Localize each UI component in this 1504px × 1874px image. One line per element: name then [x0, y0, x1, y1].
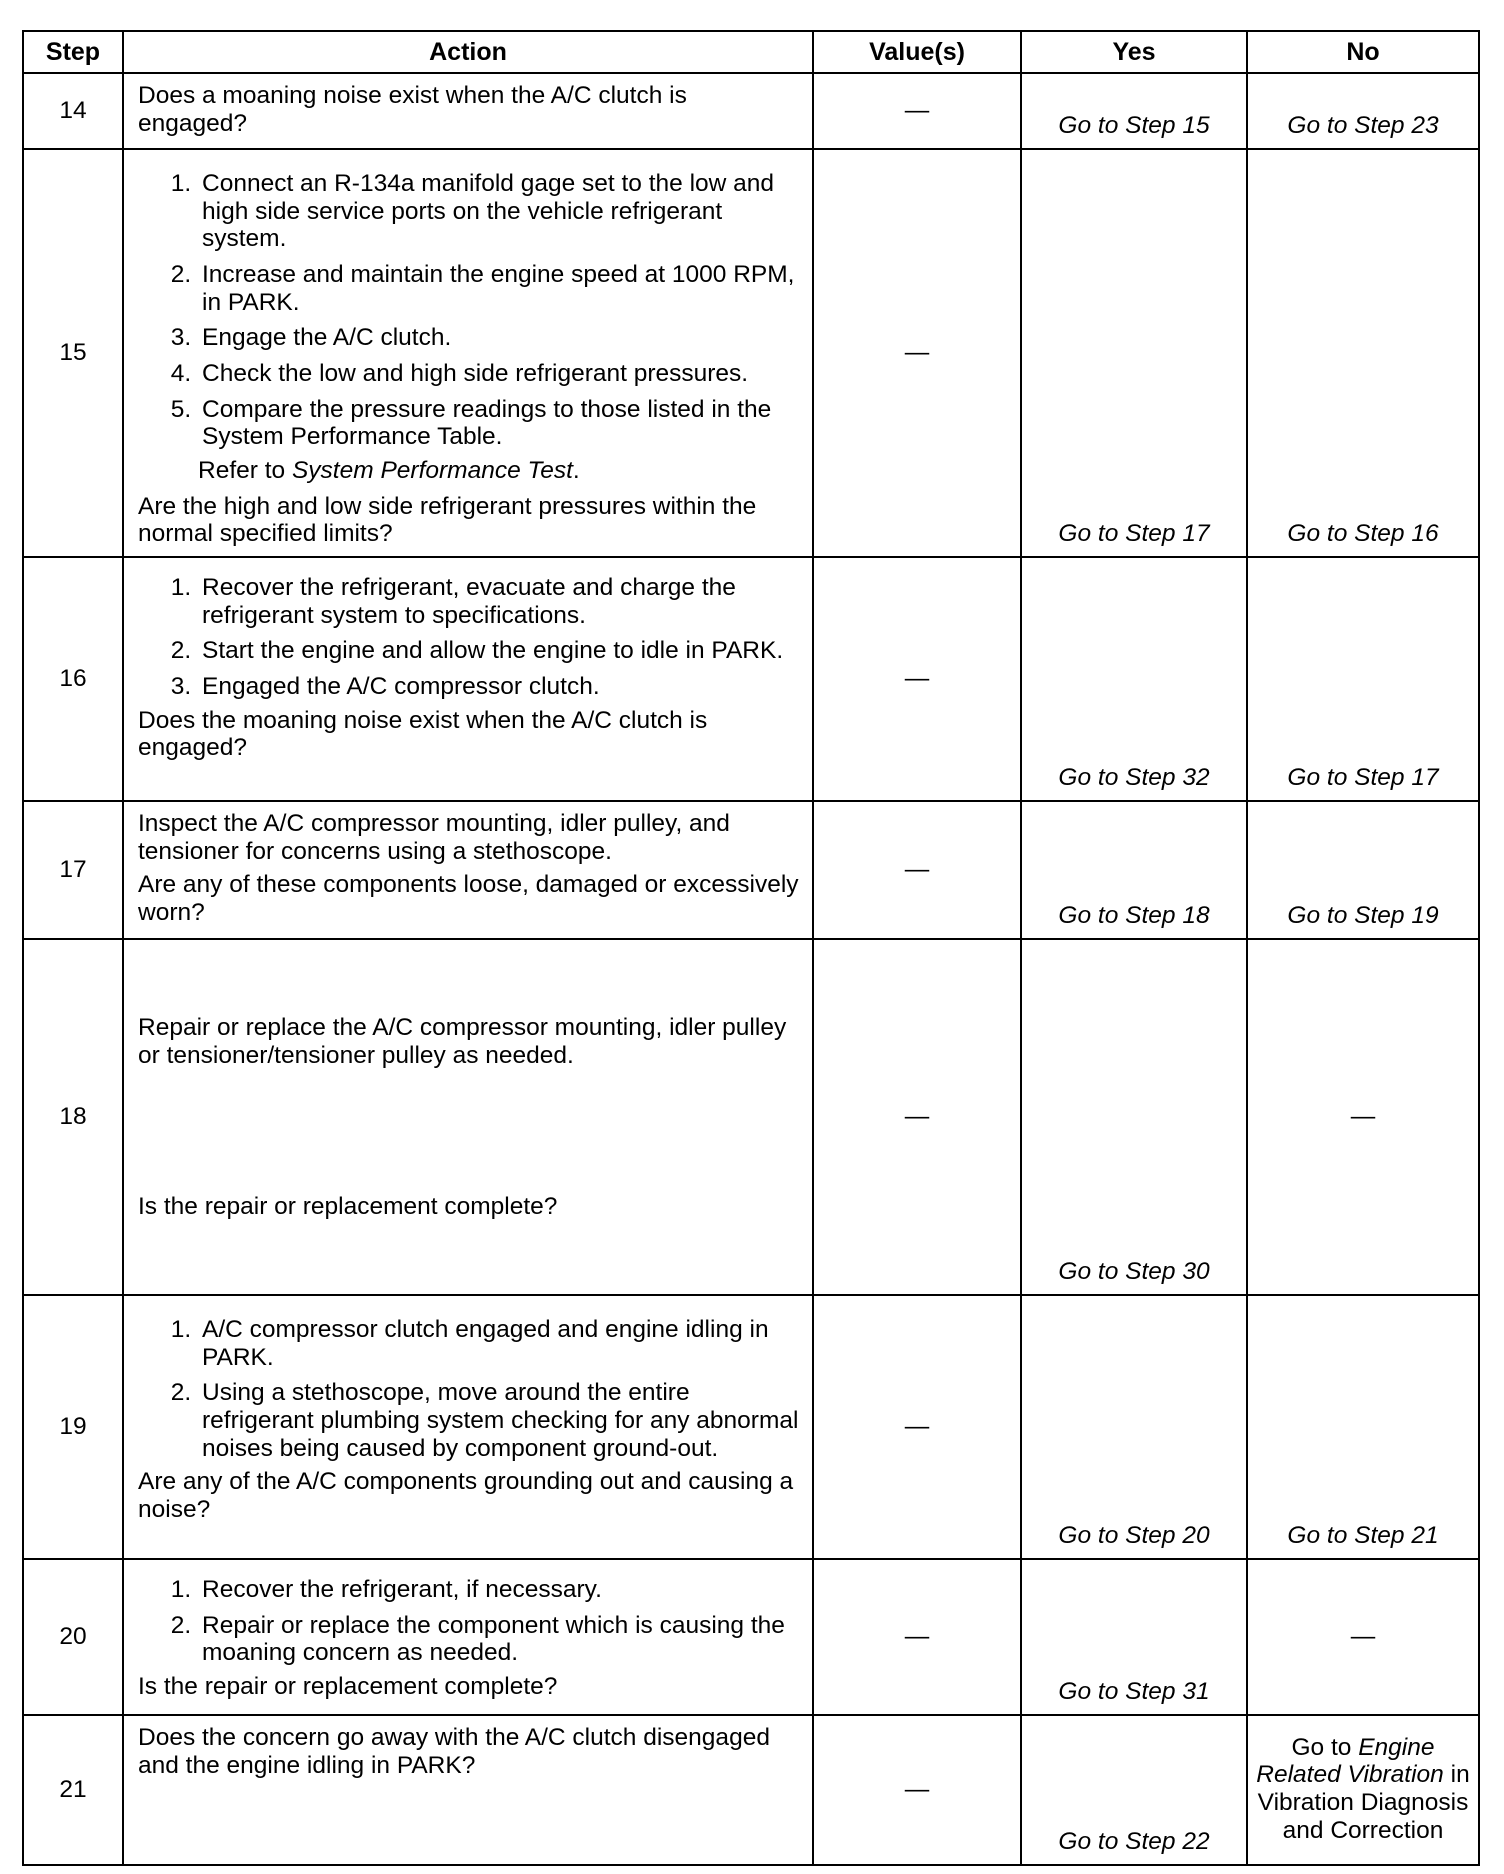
no-cell: Go to Step 23	[1247, 73, 1479, 149]
procedure-step: 3. Engaged the A/C compressor clutch.	[198, 673, 802, 701]
value-cell: —	[813, 1559, 1021, 1715]
header-yes: Yes	[1021, 31, 1247, 73]
value-cell: —	[813, 557, 1021, 801]
action-cell	[123, 1295, 813, 1559]
action-cell	[123, 1715, 813, 1865]
no-cell	[1247, 1715, 1479, 1865]
procedure-step: 2. Using a stethoscope, move around the entire refrigerant plumbing system checking for any abnormal noises being caused by component ground-out.	[198, 1379, 802, 1462]
header-row	[23, 31, 1479, 73]
no-prefix: Go to	[1291, 1733, 1359, 1761]
table-row	[23, 1715, 1479, 1865]
header-action: Action	[123, 31, 813, 73]
question-text: Does the moaning noise exist when the A/C clutch is engaged?	[138, 706, 708, 762]
procedure-step: 1. Recover the refrigerant, evacuate and charge the refrigerant system to specifications.	[198, 574, 802, 629]
procedure-list	[138, 170, 802, 451]
step-number: 20	[23, 1559, 123, 1715]
step-number: 18	[23, 939, 123, 1295]
no-cell: —	[1247, 1559, 1479, 1715]
procedure-step: 3. Engage the A/C clutch.	[198, 324, 802, 352]
question-text: Does the concern go away with the A/C clutch disengaged and the engine idling in PARK?	[138, 1724, 770, 1779]
table-row	[23, 1559, 1479, 1715]
table-row	[23, 73, 1479, 149]
yes-cell: Go to Step 17	[1021, 149, 1247, 557]
step-number: 14	[23, 73, 123, 149]
action-cell	[123, 801, 813, 939]
diagnostic-table	[22, 30, 1480, 1866]
table-row	[23, 939, 1479, 1295]
value-cell: —	[813, 1715, 1021, 1865]
yes-cell: Go to Step 20	[1021, 1295, 1247, 1559]
question-text: Is the repair or replacement complete?	[138, 1673, 558, 1701]
value-cell: —	[813, 73, 1021, 149]
procedure-step: 2. Increase and maintain the engine speed at 1000 RPM, in PARK.	[198, 261, 802, 316]
no-cell-reference	[1252, 1734, 1474, 1845]
step-number: 17	[23, 801, 123, 939]
question-text: Are any of these components loose, damaged or excessively worn?	[138, 871, 799, 927]
yes-cell: Go to Step 18	[1021, 801, 1247, 939]
header-values: Value(s)	[813, 31, 1021, 73]
no-cell: —	[1247, 939, 1479, 1295]
refer-suffix: .	[572, 457, 580, 485]
procedure-step: 1. Recover the refrigerant, if necessary.	[198, 1576, 802, 1604]
no-cell: Go to Step 21	[1247, 1295, 1479, 1559]
procedure-step: 1. Connect an R-134a manifold gage set to the low and high side service ports on the vehicle refrigerant system.	[198, 170, 802, 253]
procedure-step: 5. Compare the pressure readings to those listed in the System Performance Table.	[198, 396, 802, 451]
table-row	[23, 1295, 1479, 1559]
procedure-step: 4. Check the low and high side refrigerant pressures.	[198, 360, 802, 388]
yes-cell: Go to Step 22	[1021, 1715, 1247, 1865]
table-row	[23, 149, 1479, 557]
yes-cell: Go to Step 32	[1021, 557, 1247, 801]
yes-cell: Go to Step 31	[1021, 1559, 1247, 1715]
refer-prefix: Refer to	[198, 457, 292, 485]
yes-cell: Go to Step 30	[1021, 939, 1247, 1295]
action-cell	[123, 939, 813, 1295]
step-number: 21	[23, 1715, 123, 1865]
value-cell: —	[813, 1295, 1021, 1559]
instruction-text: Inspect the A/C compressor mounting, idler pulley, and tensioner for concerns using a stethoscope.	[138, 810, 730, 865]
header-step: Step	[23, 31, 123, 73]
yes-cell: Go to Step 15	[1021, 73, 1247, 149]
action-cell	[123, 73, 813, 149]
question-text: Is the repair or replacement complete?	[138, 1193, 558, 1221]
procedure-step: 2. Start the engine and allow the engine to idle in PARK.	[198, 637, 802, 665]
refer-note	[198, 457, 802, 485]
action-cell	[123, 1559, 813, 1715]
action-cell	[123, 149, 813, 557]
question-text: Are the high and low side refrigerant pressures within the normal specified limits?	[138, 492, 757, 548]
value-cell: —	[813, 149, 1021, 557]
no-cell: Go to Step 19	[1247, 801, 1479, 939]
instruction-text: Repair or replace the A/C compressor mounting, idler pulley or tensioner/tensioner pulley as needed.	[138, 1014, 787, 1069]
procedure-list	[138, 1316, 802, 1462]
engine-vibration-link[interactable]: Engine Related Vibration	[1256, 1733, 1444, 1789]
refer-link[interactable]: System Performance Test	[291, 457, 573, 485]
step-number: 15	[23, 149, 123, 557]
procedure-step: 2. Repair or replace the component which is causing the moaning concern as needed.	[198, 1612, 802, 1667]
table-row	[23, 801, 1479, 939]
question-text: Are any of the A/C components grounding out and causing a noise?	[138, 1468, 794, 1524]
procedure-list	[138, 574, 802, 701]
no-cell: Go to Step 16	[1247, 149, 1479, 557]
no-cell: Go to Step 17	[1247, 557, 1479, 801]
action-cell	[123, 557, 813, 801]
no-suffix: in Vibration Diagnosis and Correction	[1257, 1761, 1470, 1844]
question-text: Does a moaning noise exist when the A/C clutch is engaged?	[138, 82, 687, 137]
step-number: 16	[23, 557, 123, 801]
procedure-step: 1. A/C compressor clutch engaged and engine idling in PARK.	[198, 1316, 802, 1371]
header-no: No	[1247, 31, 1479, 73]
table-row	[23, 557, 1479, 801]
step-number: 19	[23, 1295, 123, 1559]
value-cell: —	[813, 801, 1021, 939]
value-cell: —	[813, 939, 1021, 1295]
procedure-list	[138, 1576, 802, 1667]
